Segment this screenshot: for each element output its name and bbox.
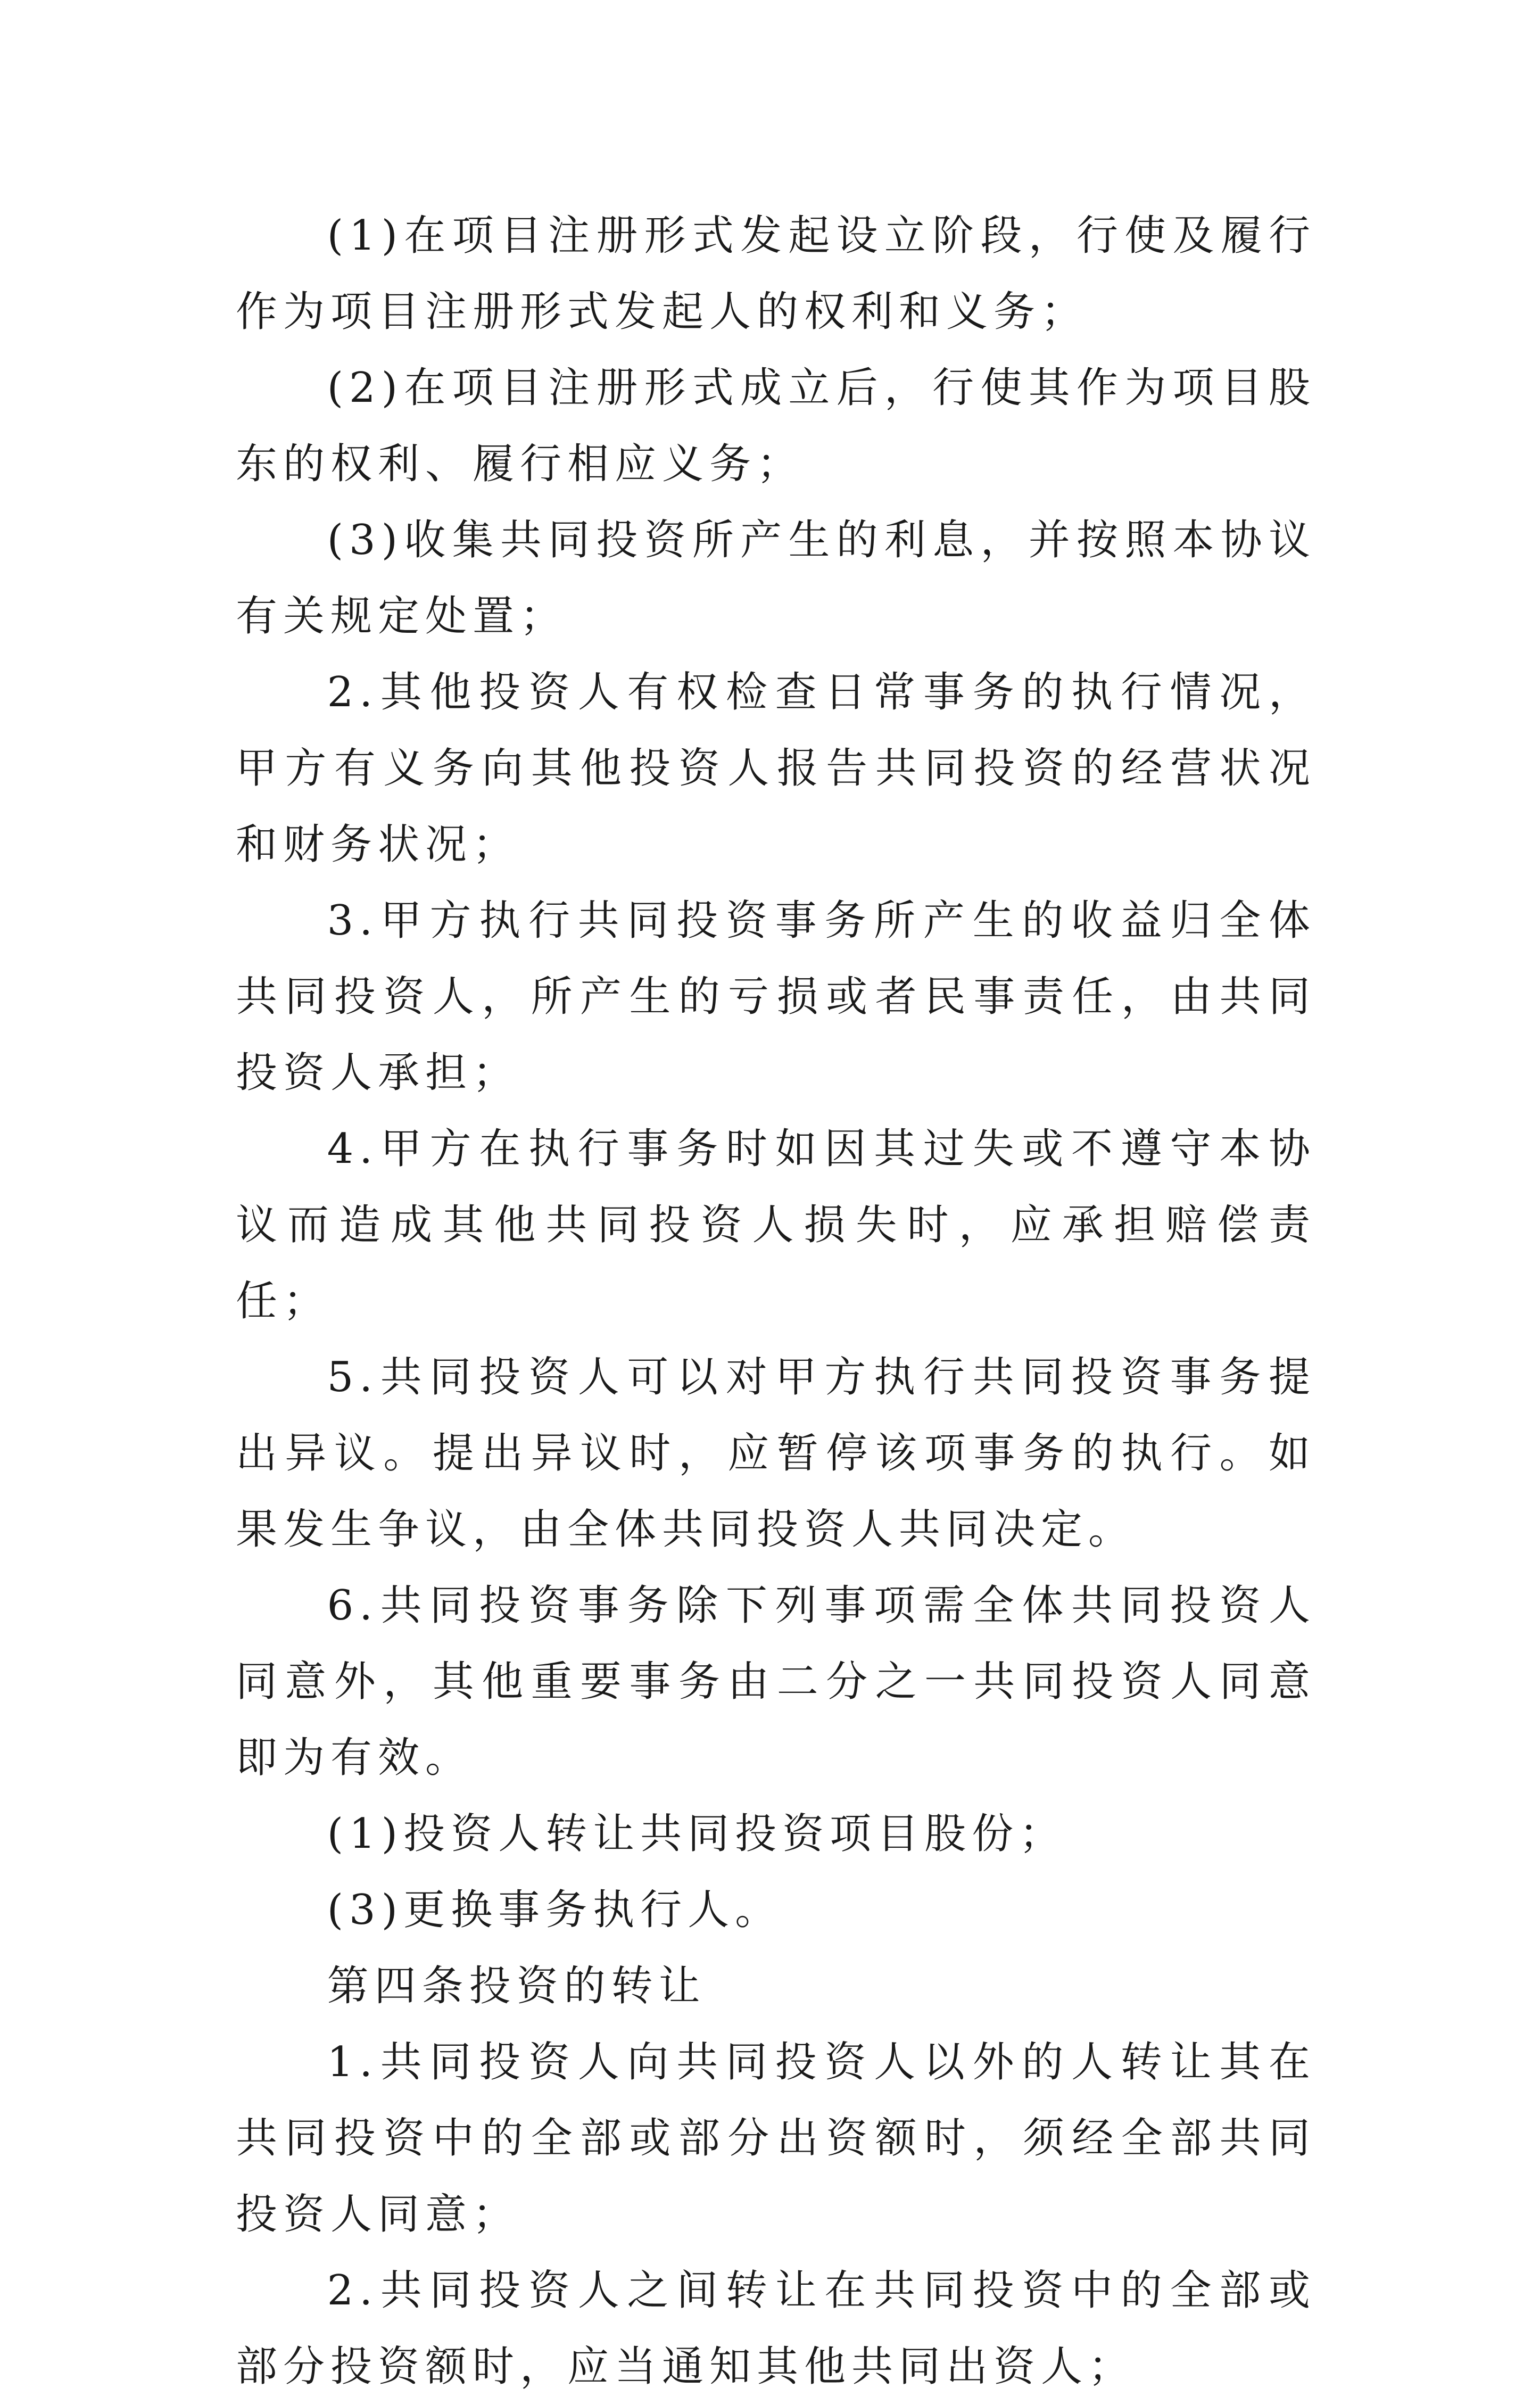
paragraph-clause-5: 5.共同投资人可以对甲方执行共同投资事务提出异议。提出异议时，应暂停该项事务的执行。如果发生争议，由全体共同投资人共同决定。: [236, 1353, 1316, 1553]
document-body: [236, 198, 1316, 2405]
paragraph-item-3-interest: (3)收集共同投资所产生的利息，并按照本协议有关规定处置；: [236, 516, 1316, 640]
paragraph-item-2-shareholder-rights: (2)在项目注册形式成立后，行使其作为项目股东的权利、履行相应义务；: [236, 364, 1316, 488]
section-heading-article-4: 第四条投资的转让: [327, 1962, 706, 2010]
paragraph-clause-6: 6.共同投资事务除下列事项需全体共同投资人同意外，其他重要事务由二分之一共同投资人同意即为有效。: [236, 1582, 1316, 1782]
paragraph-item-share-transfer: (1)投资人转让共同投资项目股份；: [327, 1810, 1067, 1858]
paragraph-clause-4: 4.甲方在执行事务时如因其过失或不遵守本协议而造成其他共同投资人损失时，应承担赔偿责任；: [236, 1125, 1316, 1325]
paragraph-transfer-clause-2: 2.共同投资人之间转让在共同投资中的全部或部分投资额时，应当通知其他共同出资人；: [236, 2267, 1316, 2391]
paragraph-clause-2: 2.其他投资人有权检查日常事务的执行情况，甲方有义务向其他投资人报告共同投资的经营状况和财务状况；: [236, 668, 1316, 869]
paragraph-transfer-clause-1: 1.共同投资人向共同投资人以外的人转让其在共同投资中的全部或部分出资额时，须经全部共同投资人同意；: [236, 2038, 1316, 2238]
paragraph-clause-3: 3.甲方执行共同投资事务所产生的收益归全体共同投资人，所产生的亏损或者民事责任，由共同投资人承担；: [236, 897, 1316, 1097]
paragraph-item-1-duties: (1)在项目注册形式发起设立阶段，行使及履行作为项目注册形式发起人的权利和义务；: [236, 212, 1316, 336]
paragraph-item-replace-executor: (3)更换事务执行人。: [327, 1886, 783, 1934]
